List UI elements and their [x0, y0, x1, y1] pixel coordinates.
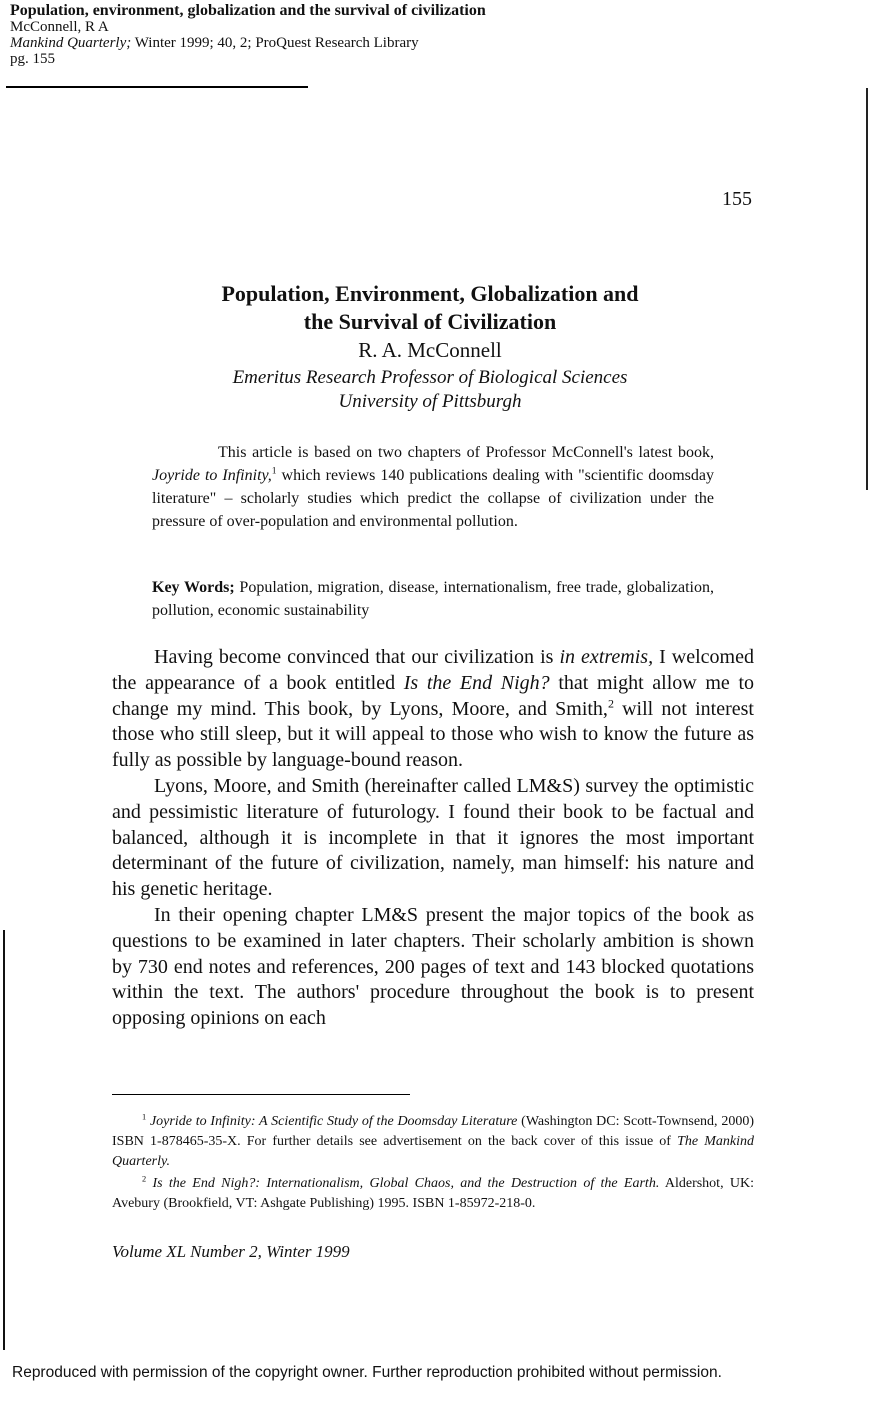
footnote-2-text: Aldershot, UK: Avebury (Brookfield, VT: Ashgate Publishing) 1995. ISBN 1-85972-218-0. [112, 1176, 754, 1211]
footnote-divider [112, 1094, 410, 1095]
affiliation-line2: University of Pittsburgh [338, 391, 522, 412]
header-divider [6, 86, 308, 88]
article-title [120, 280, 740, 336]
article-affiliation [120, 366, 740, 414]
header-journal: Mankind Quarterly; [10, 35, 132, 51]
keywords-label: Key Words; [152, 579, 235, 596]
footnote-2-number: 2 [142, 1174, 147, 1184]
citation-header [10, 3, 486, 67]
paragraph-1 [112, 645, 754, 774]
affiliation-line1: Emeritus Research Professor of Biological Sciences [232, 367, 628, 388]
footnote-ref-1: 1 [271, 465, 277, 477]
header-page: pg. 155 [10, 51, 55, 67]
header-author: McConnell, R A [10, 19, 109, 35]
footnote-ref-2: 2 [607, 695, 614, 710]
scan-edge-left [3, 930, 5, 1350]
header-citation [10, 35, 486, 51]
footnote-2-title: Is the End Nigh?: Internationalism, Global Chaos, and the Destruction of the Earth. [146, 1176, 660, 1191]
p1-text-b: I welcomed the appearance of a book entitled [112, 646, 754, 694]
footnote-1-journal: The Mankind Quarterly. [112, 1134, 755, 1169]
p1-text-c: that might allow me to change my mind. This book, by Lyons, Moore, and Smith, [112, 671, 754, 720]
paragraph-3: In their opening chapter LM&S present the major topics of the book as questions to be examined in later chapters. Their scholarly ambition is shown by 730 end notes and references, 200 pages of text and 143 blocked quotations within the text. The authors' procedure throughout the book is to present opposing opinions on each [112, 903, 754, 1030]
article-author: R. A. McConnell [358, 338, 502, 362]
keywords-text: Population, migration, disease, internationalism, free trade, globalization, pollution, economic sustainability [152, 579, 715, 619]
footnote-1-number: 1 [142, 1112, 147, 1122]
p1-text-d: will not interest those who still sleep, but it will appeal to those who wish to know the future as fully as possible by language-bound reason. [112, 697, 754, 772]
reproduction-notice: Reproduced with permission of the copyright owner. Further reproduction prohibited without permission. [12, 1364, 722, 1381]
footnote-1-text: (Washington DC: Scott-Townsend, 2000) ISBN 1-878465-35-X. For further details see advertisement on the back cover of this issue of [112, 1114, 754, 1149]
p1-text-a: Having become convinced that our civilization is [154, 646, 560, 668]
scan-edge-right [866, 88, 868, 490]
article-body [112, 645, 754, 1032]
abstract-book-title: Joyride to Infinity, [152, 467, 272, 484]
keywords [152, 576, 714, 622]
issue-line: Volume XL Number 2, Winter 1999 [112, 1242, 350, 1261]
paragraph-2: Lyons, Moore, and Smith (hereinafter called LM&S) survey the optimistic and pessimistic literature of futurology. I found their book to be factual and balanced, although it is incomplete in that it ignores the most important determinant of the future of civilization, namely, man himself: his nature and his genetic heritage. [112, 774, 754, 901]
page-number: 155 [722, 188, 752, 210]
p1-italic-b: Is the End Nigh? [403, 671, 550, 694]
p1-italic-a: in extremis, [559, 646, 654, 668]
abstract-text-a: This article is based on two chapters of Professor McConnell's latest book, [218, 444, 714, 461]
abstract-text-b: which reviews 140 publications dealing with "scientific doomsday literature" – scholarly studies which predict the collapse of civilization under the pressure of over-population and environmental pollution. [152, 467, 714, 530]
footnote-1-title: Joyride to Infinity: A Scientific Study of the Doomsday Literature [146, 1114, 518, 1129]
footnote-1 [112, 1112, 754, 1172]
article-title-line2: the Survival of Civilization [303, 309, 557, 334]
abstract [152, 441, 714, 533]
header-title: Population, environment, globalization and the survival of civilization [10, 2, 486, 19]
article-title-line1: Population, Environment, Globalization and [221, 281, 639, 306]
header-citation-details: Winter 1999; 40, 2; ProQuest Research Library [131, 35, 419, 51]
footnote-2 [112, 1174, 754, 1214]
